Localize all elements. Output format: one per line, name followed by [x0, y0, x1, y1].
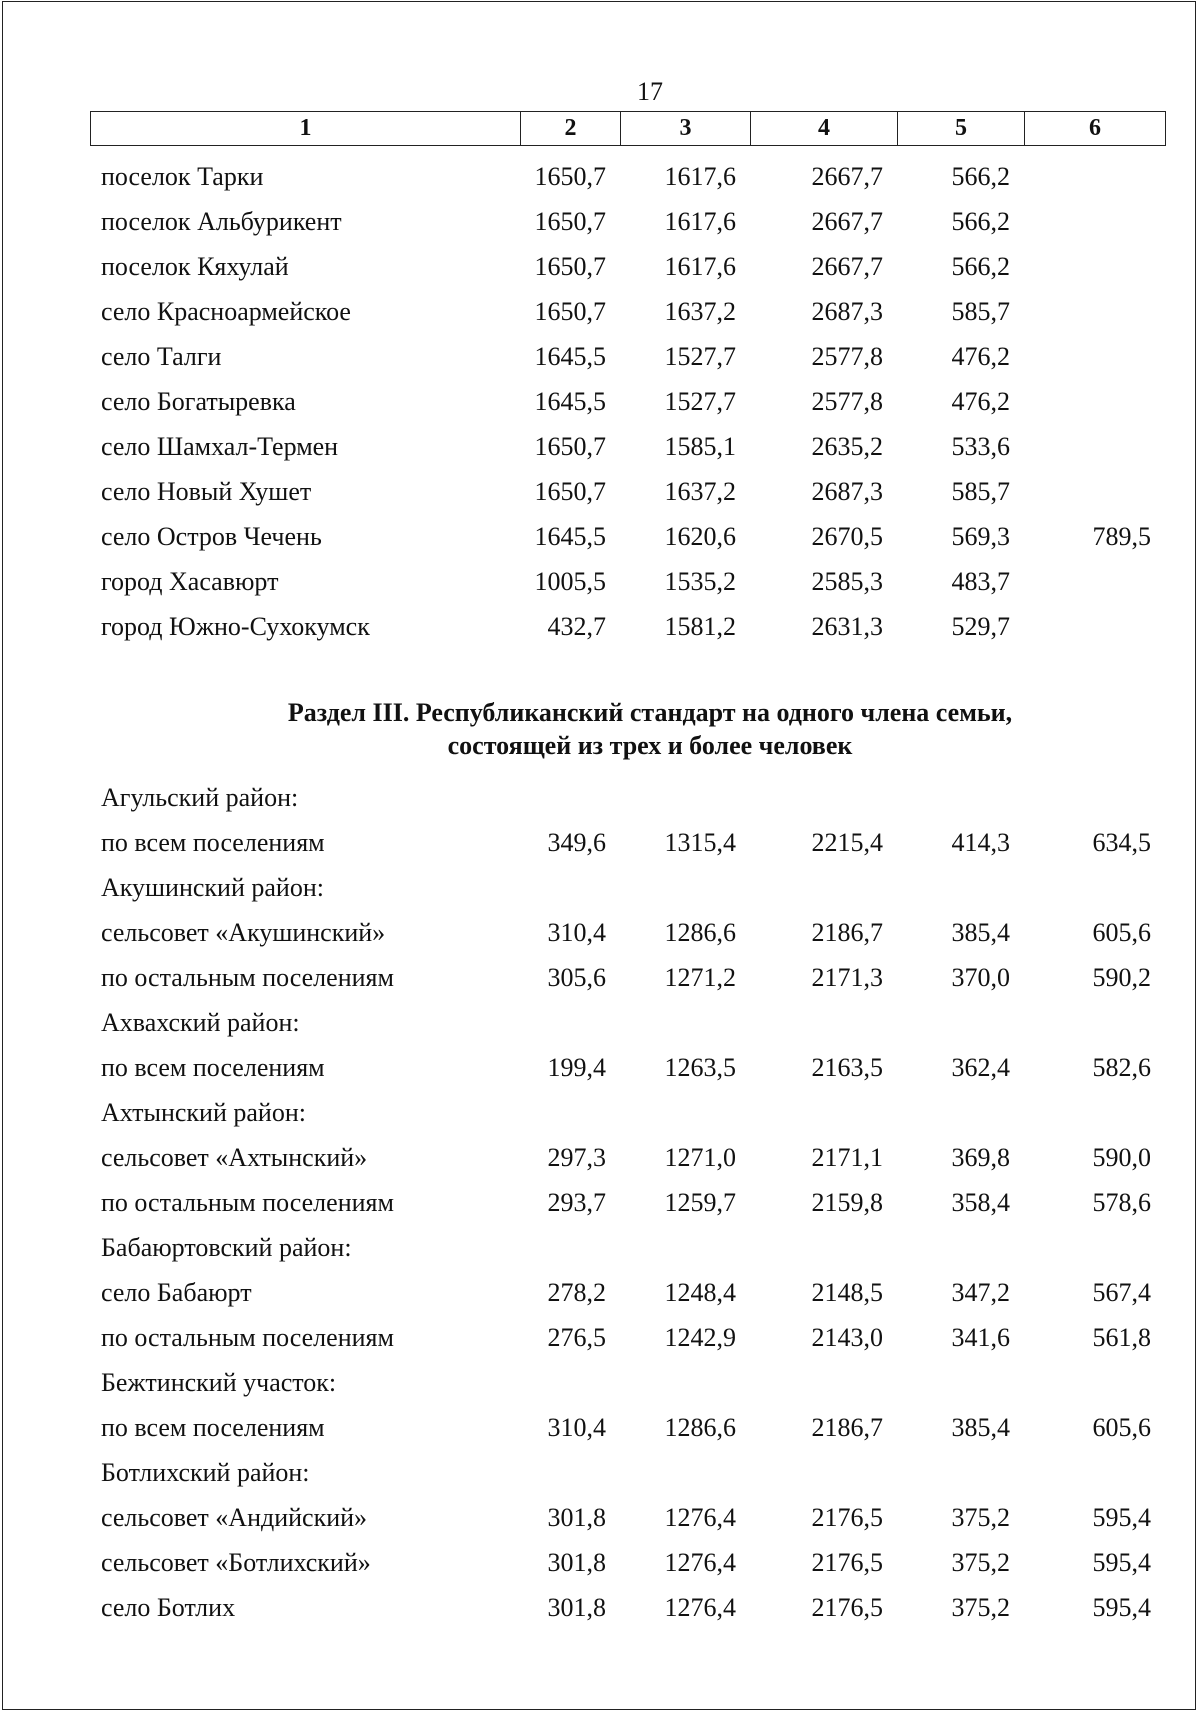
value-col-6	[1024, 424, 1165, 469]
table-row	[90, 199, 1165, 244]
table-row	[90, 514, 1165, 559]
value-col-6	[1024, 289, 1165, 334]
value-col-4: 2171,1	[811, 1143, 883, 1172]
value-col-4: 2667,7	[811, 207, 883, 236]
district-name: Бежтинский участок:	[101, 1368, 337, 1397]
value-col-3	[620, 1090, 750, 1135]
section-title	[150, 696, 1150, 762]
table-row	[90, 334, 1165, 379]
value-col-4: 2577,8	[811, 342, 883, 371]
value-col-2: 1005,5	[534, 567, 606, 596]
value-col-2: 199,4	[547, 1053, 606, 1082]
value-col-4: 2577,8	[811, 387, 883, 416]
value-col-2: 297,3	[547, 1143, 606, 1172]
value-col-5: 358,4	[951, 1188, 1010, 1217]
value-col-5: 375,2	[951, 1503, 1010, 1532]
table-row	[90, 1270, 1165, 1315]
value-col-3	[620, 865, 750, 910]
value-col-6	[1024, 604, 1165, 649]
value-col-2: 276,5	[547, 1323, 606, 1352]
settlement-name: село Шамхал-Термен	[101, 432, 339, 461]
table-row	[90, 1180, 1165, 1225]
value-col-5: 370,0	[951, 963, 1010, 992]
value-col-3	[620, 1225, 750, 1270]
settlement-name: село Богатыревка	[101, 387, 296, 416]
value-col-3: 1286,6	[664, 918, 736, 947]
table-row	[90, 244, 1165, 289]
value-col-2: 310,4	[547, 918, 606, 947]
value-col-5	[897, 1450, 1024, 1495]
column-header: 1	[91, 112, 521, 146]
value-col-4: 2585,3	[811, 567, 883, 596]
district-heading-row	[90, 1090, 1165, 1135]
value-col-3	[620, 1450, 750, 1495]
value-col-2: 349,6	[547, 828, 606, 857]
settlement-name: сельсовет «Ахтынский»	[101, 1143, 368, 1172]
value-col-6: 595,4	[1092, 1593, 1151, 1622]
value-col-5: 566,2	[951, 252, 1010, 281]
value-col-4	[750, 1090, 897, 1135]
value-col-3: 1535,2	[664, 567, 736, 596]
value-col-6	[1024, 775, 1165, 820]
column-header: 3	[621, 112, 751, 146]
value-col-3: 1527,7	[664, 342, 736, 371]
value-col-5	[897, 1225, 1024, 1270]
value-col-6: 590,0	[1092, 1143, 1151, 1172]
value-col-4	[750, 775, 897, 820]
value-col-5: 385,4	[951, 918, 1010, 947]
value-col-3	[620, 775, 750, 820]
value-col-2: 301,8	[547, 1548, 606, 1577]
value-col-4: 2687,3	[811, 477, 883, 506]
value-col-4: 2215,4	[811, 828, 883, 857]
value-col-6	[1024, 469, 1165, 514]
value-col-2	[520, 1360, 620, 1405]
value-col-4: 2143,0	[811, 1323, 883, 1352]
value-col-6	[1024, 1000, 1165, 1045]
value-col-2: 310,4	[547, 1413, 606, 1442]
section-title-line: Раздел III. Республиканский стандарт на одного члена семьи,	[287, 698, 1013, 727]
table-row	[90, 379, 1165, 424]
table-row	[90, 469, 1165, 514]
column-header: 2	[521, 112, 621, 146]
value-col-4: 2635,2	[811, 432, 883, 461]
value-col-2: 278,2	[547, 1278, 606, 1307]
district-heading-row	[90, 1360, 1165, 1405]
value-col-5	[897, 865, 1024, 910]
value-col-5: 369,8	[951, 1143, 1010, 1172]
value-col-6: 590,2	[1092, 963, 1151, 992]
table-row	[90, 820, 1165, 865]
value-col-4: 2171,3	[811, 963, 883, 992]
settlement-name: город Южно-Сухокумск	[101, 612, 370, 641]
settlement-name: село Новый Хушет	[101, 477, 312, 506]
table-row	[90, 559, 1165, 604]
value-col-5: 585,7	[951, 477, 1010, 506]
table-row	[90, 1495, 1165, 1540]
value-col-6: 605,6	[1092, 918, 1151, 947]
settlement-name: поселок Альбурикент	[101, 207, 342, 236]
district-name: Акушинский район:	[101, 873, 324, 902]
value-col-3: 1242,9	[664, 1323, 736, 1352]
value-col-5: 476,2	[951, 387, 1010, 416]
value-col-6: 595,4	[1092, 1548, 1151, 1577]
value-col-6: 578,6	[1092, 1188, 1151, 1217]
value-col-4: 2186,7	[811, 918, 883, 947]
value-col-3: 1271,0	[664, 1143, 736, 1172]
value-col-6: 561,8	[1092, 1323, 1151, 1352]
district-name: Ахтынский район:	[101, 1098, 306, 1127]
value-col-5: 347,2	[951, 1278, 1010, 1307]
value-col-4: 2186,7	[811, 1413, 883, 1442]
column-header-row	[91, 112, 1166, 146]
value-col-6: 567,4	[1092, 1278, 1151, 1307]
settlement-name: город Хасавюрт	[101, 567, 279, 596]
value-col-4: 2667,7	[811, 162, 883, 191]
value-col-5: 476,2	[951, 342, 1010, 371]
settlement-name: по остальным поселениям	[101, 1188, 394, 1217]
value-col-3: 1617,6	[664, 252, 736, 281]
value-col-5: 566,2	[951, 162, 1010, 191]
district-heading-row	[90, 1450, 1165, 1495]
table-row	[90, 154, 1165, 199]
value-col-3: 1581,2	[664, 612, 736, 641]
value-col-2: 1645,5	[534, 387, 606, 416]
value-col-4: 2176,5	[811, 1548, 883, 1577]
value-col-3: 1617,6	[664, 207, 736, 236]
district-name: Бабаюртовский район:	[101, 1233, 352, 1262]
value-col-5: 483,7	[951, 567, 1010, 596]
value-col-6: 789,5	[1092, 522, 1151, 551]
value-col-5: 585,7	[951, 297, 1010, 326]
district-name: Ботлихский район:	[101, 1458, 310, 1487]
settlement-name: село Ботлих	[101, 1593, 236, 1622]
value-col-3: 1286,6	[664, 1413, 736, 1442]
value-col-4: 2176,5	[811, 1593, 883, 1622]
value-col-2: 301,8	[547, 1503, 606, 1532]
value-col-4: 2176,5	[811, 1503, 883, 1532]
value-col-2	[520, 1450, 620, 1495]
page-number: 17	[637, 77, 663, 106]
district-heading-row	[90, 865, 1165, 910]
table-row	[90, 424, 1165, 469]
settlement-name: село Остров Чечень	[101, 522, 322, 551]
value-col-6	[1024, 1090, 1165, 1135]
value-col-6	[1024, 199, 1165, 244]
settlement-name: по всем поселениям	[101, 828, 325, 857]
settlement-name: поселок Тарки	[101, 162, 264, 191]
value-col-2: 305,6	[547, 963, 606, 992]
settlement-name: поселок Кяхулай	[101, 252, 289, 281]
value-col-2	[520, 1090, 620, 1135]
value-col-3	[620, 1000, 750, 1045]
value-col-6	[1024, 244, 1165, 289]
value-col-3: 1527,7	[664, 387, 736, 416]
value-col-3: 1248,4	[664, 1278, 736, 1307]
value-col-6	[1024, 559, 1165, 604]
value-col-3: 1315,4	[664, 828, 736, 857]
section-title-line: состоящей из трех и более человек	[447, 731, 853, 760]
value-col-4: 2163,5	[811, 1053, 883, 1082]
settlement-name: село Бабаюрт	[101, 1278, 252, 1307]
table-row	[90, 955, 1165, 1000]
value-col-2	[520, 775, 620, 820]
value-col-2: 1650,7	[534, 207, 606, 236]
value-col-4: 2631,3	[811, 612, 883, 641]
settlement-name: сельсовет «Акушинский»	[101, 918, 386, 947]
value-col-3: 1637,2	[664, 477, 736, 506]
value-col-4: 2670,5	[811, 522, 883, 551]
value-col-3: 1271,2	[664, 963, 736, 992]
value-col-6	[1024, 1225, 1165, 1270]
value-col-5: 566,2	[951, 207, 1010, 236]
value-col-4	[750, 1225, 897, 1270]
value-col-5: 341,6	[951, 1323, 1010, 1352]
value-col-2: 301,8	[547, 1593, 606, 1622]
value-col-5	[897, 1360, 1024, 1405]
table-row	[90, 1045, 1165, 1090]
value-col-5: 375,2	[951, 1593, 1010, 1622]
settlement-name: по всем поселениям	[101, 1413, 325, 1442]
district-name: Агульский район:	[101, 783, 299, 812]
value-col-5: 569,3	[951, 522, 1010, 551]
value-col-4: 2148,5	[811, 1278, 883, 1307]
value-col-5	[897, 775, 1024, 820]
district-heading-row	[90, 1000, 1165, 1045]
value-col-2: 1645,5	[534, 522, 606, 551]
value-col-6	[1024, 154, 1165, 199]
value-col-6	[1024, 379, 1165, 424]
column-header: 5	[898, 112, 1025, 146]
value-col-2: 1650,7	[534, 162, 606, 191]
settlement-name: по остальным поселениям	[101, 1323, 394, 1352]
value-col-6	[1024, 1450, 1165, 1495]
column-header: 6	[1025, 112, 1166, 146]
district-heading-row	[90, 775, 1165, 820]
value-col-2	[520, 1225, 620, 1270]
value-col-2: 293,7	[547, 1188, 606, 1217]
value-col-5: 375,2	[951, 1548, 1010, 1577]
value-col-2: 1650,7	[534, 432, 606, 461]
district-heading-row	[90, 1225, 1165, 1270]
settlement-name: по остальным поселениям	[101, 963, 394, 992]
value-col-2	[520, 865, 620, 910]
value-col-2: 1650,7	[534, 297, 606, 326]
value-col-5	[897, 1090, 1024, 1135]
settlement-name: сельсовет «Ботлихский»	[101, 1548, 371, 1577]
value-col-4	[750, 1450, 897, 1495]
value-col-3: 1276,4	[664, 1503, 736, 1532]
value-col-6: 582,6	[1092, 1053, 1151, 1082]
value-col-2: 432,7	[547, 612, 606, 641]
value-col-2: 1645,5	[534, 342, 606, 371]
settlement-name: село Талги	[101, 342, 222, 371]
table-row	[90, 1135, 1165, 1180]
value-col-4	[750, 1000, 897, 1045]
table-row	[90, 1585, 1165, 1630]
value-col-4	[750, 1360, 897, 1405]
value-col-6: 595,4	[1092, 1503, 1151, 1532]
settlement-name: сельсовет «Андийский»	[101, 1503, 368, 1532]
value-col-6	[1024, 1360, 1165, 1405]
value-col-6	[1024, 334, 1165, 379]
value-col-4: 2687,3	[811, 297, 883, 326]
table-row	[90, 604, 1165, 649]
settlements-table-top	[90, 154, 1165, 649]
column-header: 4	[751, 112, 898, 146]
value-col-5: 533,6	[951, 432, 1010, 461]
value-col-5: 529,7	[951, 612, 1010, 641]
value-col-5	[897, 1000, 1024, 1045]
table-row	[90, 1540, 1165, 1585]
value-col-5: 414,3	[951, 828, 1010, 857]
settlement-name: село Красноармейское	[101, 297, 351, 326]
value-col-4: 2159,8	[811, 1188, 883, 1217]
value-col-6: 605,6	[1092, 1413, 1151, 1442]
value-col-5: 385,4	[951, 1413, 1010, 1442]
value-col-3: 1276,4	[664, 1593, 736, 1622]
value-col-3: 1637,2	[664, 297, 736, 326]
value-col-3: 1620,6	[664, 522, 736, 551]
table-row	[90, 910, 1165, 955]
table-row	[90, 1315, 1165, 1360]
table-row	[90, 289, 1165, 334]
value-col-3: 1259,7	[664, 1188, 736, 1217]
value-col-4: 2667,7	[811, 252, 883, 281]
value-col-3: 1263,5	[664, 1053, 736, 1082]
value-col-2	[520, 1000, 620, 1045]
value-col-6	[1024, 865, 1165, 910]
value-col-3: 1585,1	[664, 432, 736, 461]
value-col-5: 362,4	[951, 1053, 1010, 1082]
value-col-3: 1617,6	[664, 162, 736, 191]
value-col-4	[750, 865, 897, 910]
value-col-3	[620, 1360, 750, 1405]
settlements-table-section-3	[90, 775, 1165, 1630]
value-col-6: 634,5	[1092, 828, 1151, 857]
district-name: Ахвахский район:	[101, 1008, 300, 1037]
table-row	[90, 1405, 1165, 1450]
value-col-2: 1650,7	[534, 252, 606, 281]
column-header-table	[90, 111, 1166, 146]
settlement-name: по всем поселениям	[101, 1053, 325, 1082]
value-col-3: 1276,4	[664, 1548, 736, 1577]
value-col-2: 1650,7	[534, 477, 606, 506]
